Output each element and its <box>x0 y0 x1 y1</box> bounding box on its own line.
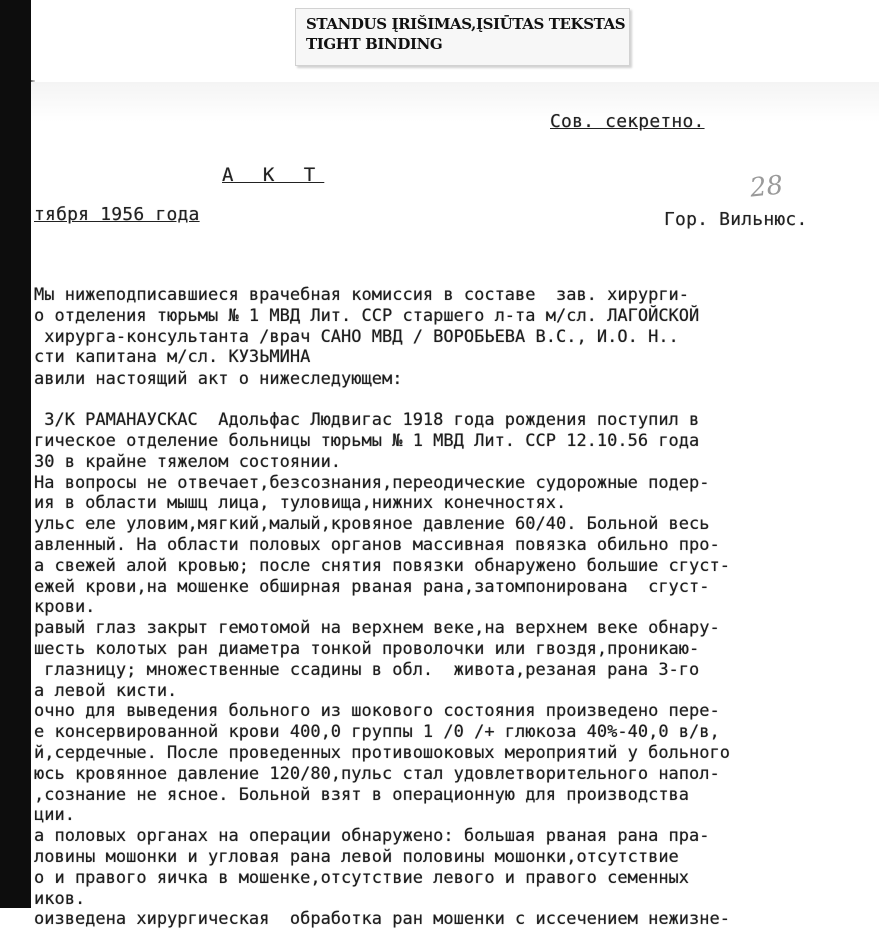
secrecy-classification: Сов. секретно. <box>550 111 705 132</box>
body-line: а половых органах на операции обнаружено: большая рваная рана пра- <box>34 826 710 847</box>
body-line: ия в области мышц лица, туловища,нижних конечностях. <box>34 493 567 514</box>
body-line: З/К РАМАНАУСКАС Адольфас Людвигас 1918 года рождения поступил в <box>34 410 700 431</box>
body-line: 30 в крайне тяжелом состоянии. <box>34 451 342 472</box>
body-line: ,сознание не ясное. Больной взят в операционную для производства <box>34 784 690 805</box>
body-line: Мы нижеподписавшиеся врачебная комиссия в составе зав. хирурги- <box>34 285 690 305</box>
body-line: На вопросы не отвечает,безсознания,переодические судорожные подер- <box>34 472 710 493</box>
body-line: сти капитана м/сл. КУЗЬМИНА <box>34 347 311 368</box>
handwritten-page-number: 28 <box>748 170 785 204</box>
stamp-line-1: STANDUS ĮRIŠIMAS,ĮSIŪTAS TEKSTAS <box>306 15 626 33</box>
body-line: хирурга-консультанта /врач САНО МВД / ВОРОБЬЕВА В.С., И.О. Н.. <box>34 326 679 347</box>
body-line: а левой кисти. <box>34 680 178 701</box>
body-line: равый глаз закрыт гемотомой на верхнем веке,на верхнем веке обнару- <box>34 618 720 639</box>
body-line: очно для выведения больного из шокового состояния произведено пере- <box>34 701 720 722</box>
document-title: А К Т <box>222 164 325 186</box>
document-city: Гор. Вильнюс. <box>664 209 808 230</box>
body-line: иков. <box>34 888 86 909</box>
body-line: о и правого яичка в мошенке,отсутствие левого и правого семенных <box>34 867 690 888</box>
document-body <box>34 285 879 930</box>
body-line: юсь кровянное давление 120/80,пульс стал удовлетворительного напол- <box>34 763 720 784</box>
body-line: ульс еле уловим,мягкий,малый,кровяное давление 60/40. Больной весь <box>34 514 710 535</box>
body-line: ловины мошонки и угловая рана левой половины мошонки,отсутствие <box>34 846 679 867</box>
body-line: ежей крови,на мошенке обширная рваная рана,затомпонирована сгуст- <box>34 576 710 597</box>
body-line: авили настоящий акт о нижеследующем: <box>34 369 403 390</box>
body-line: е консервированной крови 400,0 группы 1 /0 /+ глюкоза 40%-40,0 в/в, <box>34 722 720 743</box>
body-line: й,сердечные. После проведенных противошоковых мероприятий у больного <box>34 742 730 763</box>
body-line: авленный. На области половых органов массивная повязка обильно про- <box>34 534 720 555</box>
body-line: глазницу; множественные ссадины в обл. живота,резаная рана 3-го <box>34 659 700 680</box>
stamp-line-2: TIGHT BINDING <box>306 35 443 53</box>
document-date: тября 1956 года <box>34 204 200 225</box>
body-line: шесть колотых ран диаметра тонкой проволочки или гвоздя,проникаю- <box>34 638 700 659</box>
body-line: гическое отделение больницы тюрьмы № 1 МВД Лит. ССР 12.10.56 года <box>34 430 700 451</box>
body-line: ции. <box>34 805 75 826</box>
body-line: оизведена хирургическая обработка ран мошенки с иссечением нежизне- <box>34 909 730 930</box>
binding-stamp-label <box>295 8 630 66</box>
body-line: а свежей алой кровью; после снятия повязки обнаружено большие сгуст- <box>34 555 730 576</box>
book-binding-shadow <box>0 0 31 908</box>
body-line: о отделения тюрьмы № 1 МВД Лит. ССР старшего л-та м/сл. ЛАГОЙСКОЙ <box>34 305 700 326</box>
body-line: крови. <box>34 597 96 618</box>
